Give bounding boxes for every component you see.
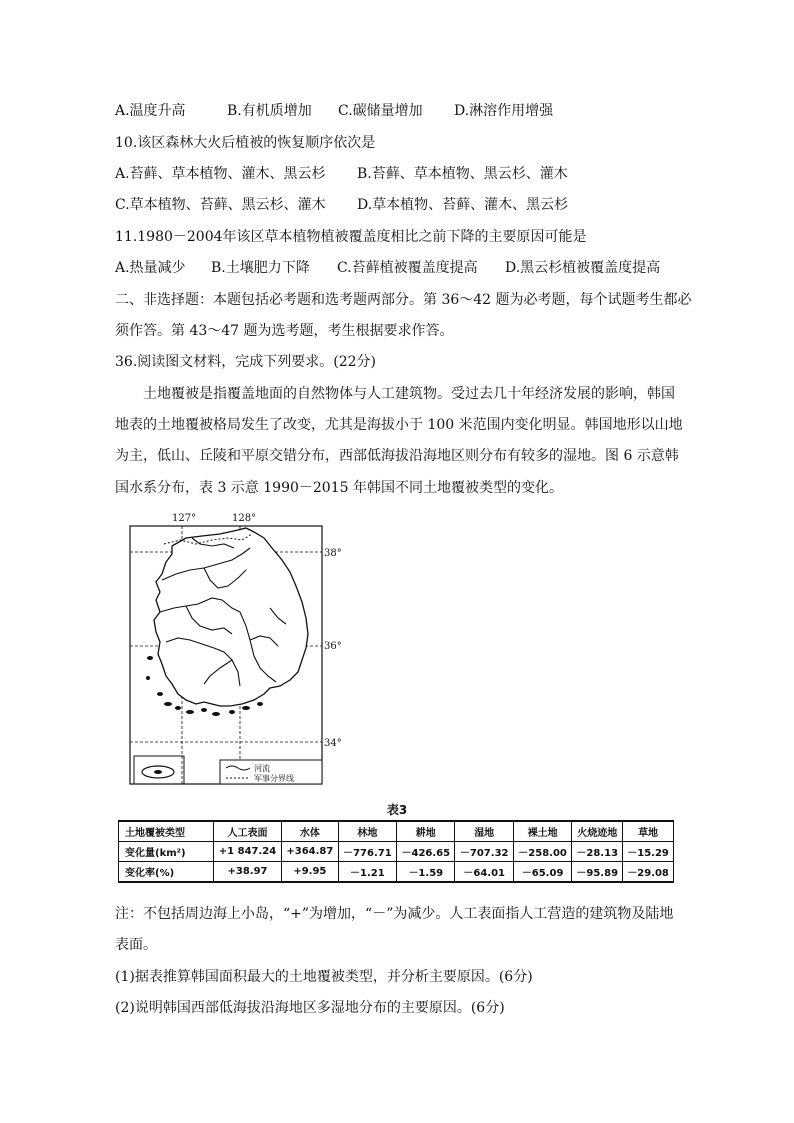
table-cell: +364.87 — [282, 842, 339, 862]
table-cell: +9.95 — [282, 862, 339, 883]
table-cell: －1.59 — [397, 862, 455, 883]
legend-river-label: 河流 — [254, 764, 270, 773]
table-col-header: 水体 — [282, 821, 339, 842]
section2-line2: 须作答。第 43～47 题为选考题，考生根据要求作答。 — [115, 323, 454, 339]
q36-para-line1: 土地覆被是指覆盖地面的自然物体与人工建筑物。受过去几十年经济发展的影响，韩国 — [143, 386, 675, 402]
table-caption: 表3 — [386, 803, 408, 817]
lat-label-36: 36° — [324, 641, 342, 652]
table-cell: －95.89 — [572, 862, 623, 883]
table-cell: －1.21 — [338, 862, 396, 883]
coastline — [154, 528, 308, 706]
subquestion-1: (1)据表推算韩国面积最大的土地覆被类型，并分析主要原因。(6分) — [115, 969, 533, 985]
q11-option-c: C.苔藓植被覆盖度提高 — [337, 260, 478, 276]
q10-stem: 10.该区森林大火后植被的恢复顺序依次是 — [115, 135, 376, 151]
q11-option-a: A.热量减少 — [115, 260, 186, 276]
legend-boundary-label: 军事分界线 — [254, 774, 294, 783]
table-col-header: 裸土地 — [513, 821, 571, 842]
table-cell: －776.71 — [338, 842, 396, 862]
lon-label-128: 128° — [232, 513, 257, 524]
q10-options-row1 — [115, 164, 568, 184]
land-cover-table — [118, 820, 674, 883]
q36-stem: 36.阅读图文材料，完成下列要求。(22分) — [115, 354, 377, 370]
section2-line1: 二、非选择题：本题包括必考题和选考题两部分。第 36～42 题为必考题，每个试题考生都必 — [115, 292, 692, 308]
table-cell: －64.01 — [455, 862, 513, 883]
q10-option-b: B.苔藓、草本植物、黑云杉、灌木 — [357, 166, 568, 182]
table-cell: －15.29 — [623, 842, 674, 862]
q11-option-d: D.黑云杉植被覆盖度提高 — [505, 260, 661, 276]
q10-options-row2 — [115, 195, 568, 215]
table-row-label: 变化量(km²) — [119, 842, 214, 862]
q36-para-line2: 地表的土地覆被格局发生了改变，尤其是海拔小于 100 米范围内变化明显。韩国地形以山地 — [115, 417, 683, 433]
table-cell: －29.08 — [623, 862, 674, 883]
q9-options — [115, 101, 553, 121]
q10-option-a: A.苔藓、草本植物、灌木、黑云杉 — [115, 166, 326, 182]
subquestion-2: (2)说明韩国西部低海拔沿海地区多湿地分布的主要原因。(6分) — [115, 1000, 505, 1016]
korea-river-map — [120, 508, 360, 790]
table-cell: －65.09 — [513, 862, 571, 883]
q10-option-c: C.草本植物、苔藓、黑云杉、灌木 — [115, 197, 326, 213]
table-row — [119, 862, 674, 883]
q9-option-d: D.淋溶作用增强 — [454, 103, 554, 119]
table-col-header: 湿地 — [455, 821, 513, 842]
table-cell: －28.13 — [572, 842, 623, 862]
table-header-label: 土地覆被类型 — [119, 821, 214, 842]
table-col-header: 火烧迹地 — [572, 821, 623, 842]
q9-option-b: B.有机质增加 — [227, 103, 312, 119]
table-col-header: 林地 — [338, 821, 396, 842]
q11-stem: 11.1980－2004年该区草本植物植被覆盖度相比之前下降的主要原因可能是 — [115, 229, 587, 245]
q36-para-line3: 为主，低山、丘陵和平原交错分布，西部低海拔沿海地区则分布有较多的湿地。图 6 示意韩 — [115, 448, 679, 464]
q11-options — [115, 258, 660, 278]
table-header-row — [119, 821, 674, 842]
q10-option-d: D.草本植物、苔藓、灌木、黑云杉 — [357, 197, 569, 213]
q9-option-a: A.温度升高 — [115, 103, 186, 119]
lat-label-38: 38° — [324, 548, 342, 559]
table-cell: +38.97 — [214, 862, 282, 883]
note-line2: 表面。 — [115, 937, 157, 953]
q11-option-b: B.土壤肥力下降 — [211, 260, 310, 276]
table-cell: +1 847.24 — [214, 842, 282, 862]
table-cell: －258.00 — [513, 842, 571, 862]
table-cell: －707.32 — [455, 842, 513, 862]
note-line1: 注：不包括周边海上小岛，“+”为增加，“－”为减少。人工表面指人工营造的建筑物及陆地 — [115, 906, 674, 922]
lat-label-34: 34° — [324, 738, 342, 749]
table-col-header: 耕地 — [397, 821, 455, 842]
table-row — [119, 842, 674, 862]
table-cell: －426.65 — [397, 842, 455, 862]
q9-option-c: C.碳储量增加 — [338, 103, 423, 119]
table-col-header: 人工表面 — [214, 821, 282, 842]
lon-label-127: 127° — [172, 513, 197, 524]
table-row-label: 变化率(%) — [119, 862, 214, 883]
table-col-header: 草地 — [623, 821, 674, 842]
q36-para-line4: 国水系分布，表 3 示意 1990－2015 年韩国不同土地覆被类型的变化。 — [115, 480, 563, 496]
